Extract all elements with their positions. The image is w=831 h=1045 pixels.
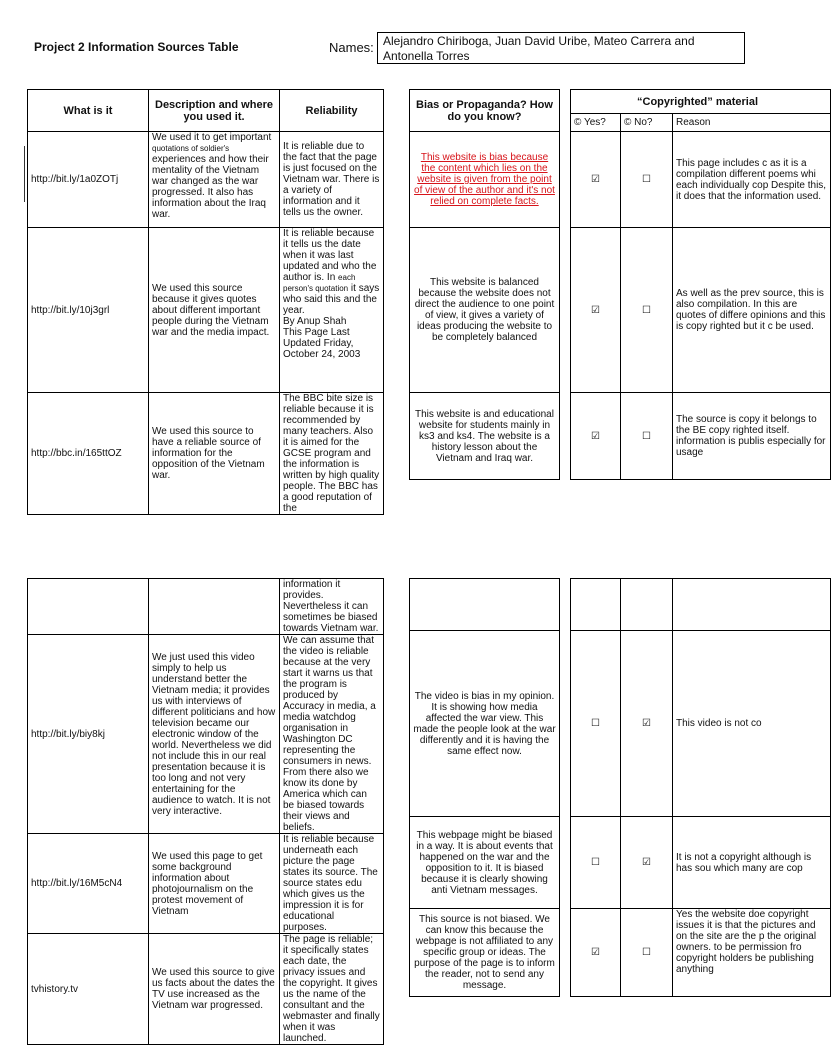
sources-table-top-left bbox=[27, 89, 384, 515]
reliability-cell: We can assume that the video is reliable because at the very start it warns us that the program is produced by Accuracy in media, a media watchdog organisation in Washington DC representing the consumers in news. From there also we know its done by America which can be biased towards their views and beliefs. bbox=[280, 635, 384, 834]
copyright-no-checkbox: ☑ bbox=[621, 631, 673, 817]
copyright-no-checkbox: ☑ bbox=[621, 817, 673, 909]
copyright-yes-checkbox: ☐ bbox=[571, 631, 621, 817]
reliability-cell: The page is reliable; it specifically states each date, the privacy issues and the copyright. It gives us the name of the consultant and the webmaster and finally when it was launched. bbox=[280, 934, 384, 1045]
table-row bbox=[28, 132, 384, 228]
bias-cell bbox=[410, 579, 560, 631]
copyright-no-checkbox bbox=[621, 579, 673, 631]
reason-cell: The source is copy it belongs to the BE copy righted itself. information is publis especially for usage bbox=[673, 393, 831, 480]
copyright-no-checkbox: ☐ bbox=[621, 228, 673, 393]
sources-table-top-bias bbox=[409, 89, 560, 480]
reason-cell: Yes the website doe copyright issues it is that the pictures and on the site are the p the original owners. to be permission fro copyright holders be publishing anything bbox=[673, 909, 831, 997]
table-row bbox=[28, 228, 384, 393]
description-cell: We used this page to get some background information about photojournalism on the protest movement of Vietnam bbox=[149, 834, 280, 934]
description-text: quotations of soldier's bbox=[152, 144, 230, 153]
reliability-text: It is reliable because it tells us the date when it was last updated and who the author is. In bbox=[283, 228, 377, 283]
reason-cell: As well as the prev source, this is also compilation. In this are quotes of differe opinions and this is copy righted but it c be used. bbox=[673, 228, 831, 393]
sources-table-bottom-left bbox=[27, 578, 384, 1045]
table-row bbox=[28, 635, 384, 834]
col-header-copyright: “Copyrighted” material bbox=[571, 90, 831, 114]
col-header-description: Description and where you used it. bbox=[149, 90, 280, 132]
source-url: http://bbc.in/165ttOZ bbox=[28, 393, 149, 515]
source-url: http://bit.ly/16M5cN4 bbox=[28, 834, 149, 934]
margin-mark bbox=[24, 146, 25, 202]
col-header-reliability: Reliability bbox=[280, 90, 384, 132]
reliability-date: This Page Last Updated Friday, October 24, 2003 bbox=[283, 327, 361, 360]
reliability-text: it says who said this and the year. bbox=[283, 283, 380, 316]
reliability-cell bbox=[280, 228, 384, 393]
reliability-author: By Anup Shah bbox=[283, 316, 347, 327]
description-cell bbox=[149, 132, 280, 228]
sources-table-top-copyright bbox=[570, 89, 831, 480]
description-cell bbox=[149, 579, 280, 635]
bias-cell: This website is and educational website for students mainly in ks3 and ks4. The website is a history lesson about the Vietnam and Iraq war. bbox=[410, 393, 560, 480]
copyright-no-checkbox: ☐ bbox=[621, 909, 673, 997]
copyright-yes-checkbox bbox=[571, 579, 621, 631]
table-row bbox=[28, 579, 384, 635]
col-header-reason: Reason bbox=[673, 114, 831, 132]
copyright-yes-checkbox: ☑ bbox=[571, 132, 621, 228]
description-text: We used it to get important bbox=[152, 132, 272, 143]
bias-cell: This website is balanced because the website does not direct the audience to one point of view, it gives a variety of ideas producing the website to be completely balanced bbox=[410, 228, 560, 393]
col-header-bias: Bias or Propaganda? How do you know? bbox=[410, 90, 560, 132]
col-header-copyright-yes: © Yes? bbox=[571, 114, 621, 132]
reliability-text: each person's quotation bbox=[283, 273, 356, 293]
page-title: Project 2 Information Sources Table bbox=[34, 40, 239, 54]
col-header-what: What is it bbox=[28, 90, 149, 132]
copyright-no-checkbox: ☐ bbox=[621, 132, 673, 228]
source-url: tvhistory.tv bbox=[28, 934, 149, 1045]
source-url: http://bit.ly/biy8kj bbox=[28, 635, 149, 834]
reason-cell: This page includes c as it is a compilation different poems whi each individually cop Despite this, it does that the information used. bbox=[673, 132, 831, 228]
reason-cell: It is not a copyright although is has sou which many are cop bbox=[673, 817, 831, 909]
names-field: Alejandro Chiriboga, Juan David Uribe, Mateo Carrera and Antonella Torres bbox=[377, 32, 745, 64]
copyright-yes-checkbox: ☑ bbox=[571, 393, 621, 480]
table-row bbox=[28, 934, 384, 1045]
description-cell: We just used this video simply to help us understand better the Vietnam media; it provides us with interviews of different politicians and how television became our electronic window of the world. Nevertheless we did not include this in our real presentation because it is too long and not very entertaining for the audience to watch. It is not very interactive. bbox=[149, 635, 280, 834]
bias-cell: This source is not biased. We can know this because the webpage is not affiliated to any specific group or ideas. The purpose of the page is to inform the reader, not to send any message. bbox=[410, 909, 560, 997]
reason-cell bbox=[673, 579, 831, 631]
sources-table-bottom-copyright bbox=[570, 578, 831, 997]
source-url bbox=[28, 579, 149, 635]
description-cell: We used this source to give us facts about the dates the TV use increased as the Vietnam war progressed. bbox=[149, 934, 280, 1045]
bias-cell: The video is bias in my opinion. It is showing how media affected the war view. This made the people look at the war differently and it is having the same effect now. bbox=[410, 631, 560, 817]
bias-cell: This website is bias because the content which lies on the website is given from the point of view of the author and it's not relied on complete facts. bbox=[410, 132, 560, 228]
description-cell: We used this source to have a reliable source of information for the opposition of the Vietnam war. bbox=[149, 393, 280, 515]
col-header-copyright-no: © No? bbox=[621, 114, 673, 132]
copyright-yes-checkbox: ☑ bbox=[571, 909, 621, 997]
names-label: Names: bbox=[329, 40, 374, 55]
sources-table-bottom-bias bbox=[409, 578, 560, 997]
reliability-cell: information it provides. Nevertheless it can sometimes be biased towards Vietnam war. bbox=[280, 579, 384, 635]
copyright-no-checkbox: ☐ bbox=[621, 393, 673, 480]
source-url: http://bit.ly/10j3grl bbox=[28, 228, 149, 393]
reason-cell: This video is not co bbox=[673, 631, 831, 817]
reliability-cell: It is reliable due to the fact that the page is just focused on the Vietnam war. There is a variety of information and it tells us the owner. bbox=[280, 132, 384, 228]
description-cell: We used this source because it gives quotes about different important people during the Vietnam war and the media impact. bbox=[149, 228, 280, 393]
table-row bbox=[28, 834, 384, 934]
table-row bbox=[28, 393, 384, 515]
bias-cell: This webpage might be biased in a way. It is about events that happened on the war and the opposition to it. It is biased because it is clearly showing anti Vietnam messages. bbox=[410, 817, 560, 909]
description-text: experiences and how their mentality of the Vietnam war changed as the war progressed. It also has information about the Iraq war. bbox=[152, 154, 269, 220]
source-url: http://bit.ly/1a0ZOTj bbox=[28, 132, 149, 228]
reliability-cell: The BBC bite size is reliable because it is recommended by many teachers. Also it is aimed for the GCSE program and the information is written by high quality people. The BBC has a good reputation of the bbox=[280, 393, 384, 515]
copyright-yes-checkbox: ☑ bbox=[571, 228, 621, 393]
reliability-cell: It is reliable because underneath each picture the page states its source. The source states edu which gives us the impression it is for educational purposes. bbox=[280, 834, 384, 934]
copyright-yes-checkbox: ☐ bbox=[571, 817, 621, 909]
